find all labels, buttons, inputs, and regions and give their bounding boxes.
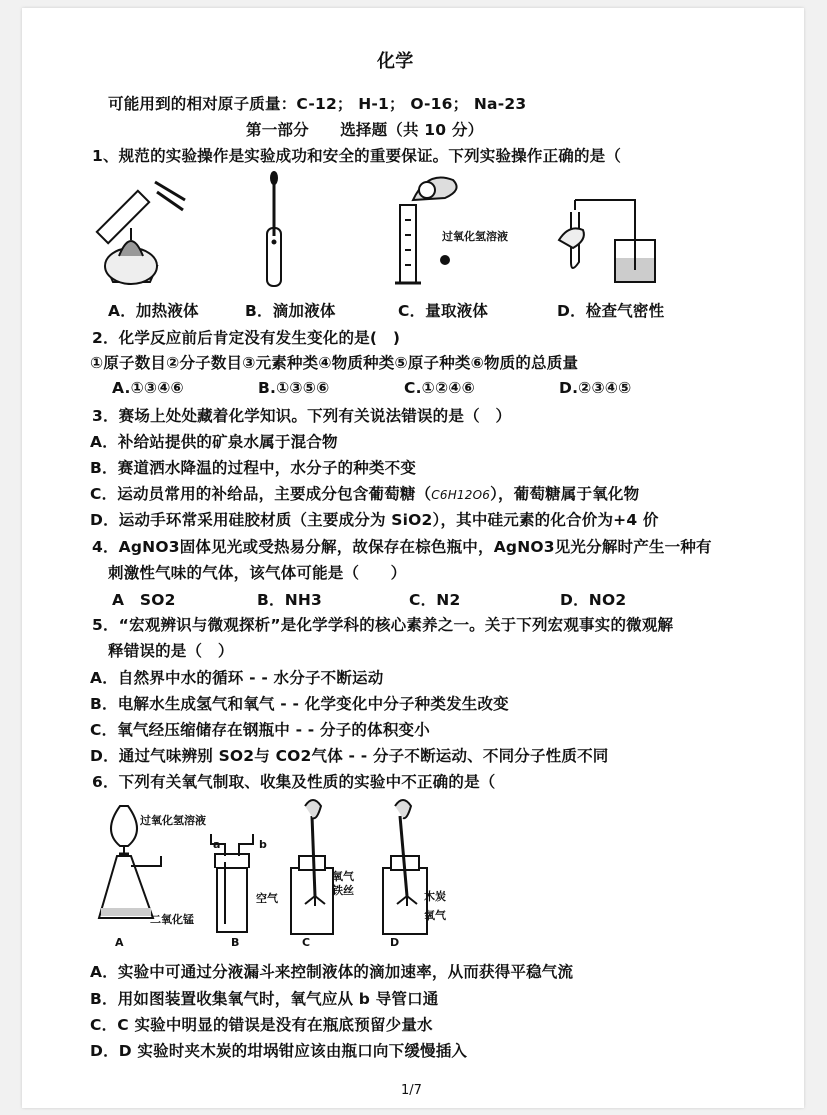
label-o2-c: 氧气 <box>332 870 354 883</box>
q1-option-b: B．滴加液体 <box>245 302 336 320</box>
figure-heating-liquid <box>97 182 185 284</box>
q2-stem: 2．化学反应前后肯定没有发生变化的是( ) <box>92 329 401 347</box>
q5-option-a: A．自然界中水的循环 - - 水分子不断运动 <box>90 669 384 687</box>
q1-option-d: D．检查气密性 <box>557 302 665 320</box>
q1-option-c: C．量取液体 <box>398 302 489 320</box>
q2-items: ①原子数目②分子数目③元素种类④物质种类⑤原子种类⑥物质的总质量 <box>90 354 579 372</box>
part-heading: 第一部分 选择题（共 10 分） <box>246 121 484 139</box>
apparatus-d <box>383 800 427 934</box>
q4-option-d: D．NO2 <box>560 591 627 609</box>
q6-option-a: A．实验中可通过分液漏斗来控制液体的滴加速率，从而获得平稳气流 <box>90 963 574 981</box>
q2-option-c: C.①②④⑥ <box>404 379 475 397</box>
q1-stem: 1、规范的实验操作是实验成功和安全的重要保证。下列实验操作正确的是（ <box>92 147 622 165</box>
glucose-formula: C6H12O6 <box>431 488 491 502</box>
q3-option-a: A．补给站提供的矿泉水属于混合物 <box>90 433 338 451</box>
page-title: 化学 <box>377 51 414 72</box>
label-mno2: 二氧化锰 <box>150 913 194 926</box>
q5-option-c: C．氧气经压缩储存在钢瓶中 - - 分子的体积变小 <box>90 721 430 739</box>
q3-option-d: D．运动手环常采用硅胶材质（主要成分为 SiO2），其中硅元素的化合价为+4 价 <box>90 511 659 529</box>
q4-option-c: C．N2 <box>409 591 461 609</box>
q2-option-d: D.②③④⑤ <box>559 379 632 397</box>
q6-stem: 6．下列有关氧气制取、收集及性质的实验中不正确的是（ <box>92 773 496 791</box>
label-air: 空气 <box>256 892 278 905</box>
q3-stem: 3．赛场上处处藏着化学知识。下列有关说法错误的是（ ） <box>92 407 512 425</box>
q4-option-a: A SO2 <box>112 591 176 609</box>
q3-option-c: C．运动员常用的补给品，主要成分包含葡萄糖（C6H12O6），葡萄糖属于氧化物 <box>90 485 640 503</box>
label-B: B <box>231 936 240 949</box>
atomic-masses: 可能用到的相对原子质量：C-12； H-1； O-16； Na-23 <box>108 95 527 113</box>
q3-option-b: B．赛道洒水降温的过程中，水分子的种类不变 <box>90 459 417 477</box>
figure-dropping-liquid <box>267 172 281 286</box>
h2o2-figure-label: 过氧化氢溶液 <box>442 230 508 243</box>
q5-option-d: D．通过气味辨别 SO2与 CO2气体 - - 分子不断运动、不同分子性质不同 <box>90 747 609 765</box>
q1-option-a: A．加热液体 <box>108 302 199 320</box>
apparatus-c <box>291 800 333 934</box>
q6-option-c: C．C 实验中明显的错误是没有在瓶底预留少量水 <box>90 1016 433 1034</box>
label-wire: 铁丝 <box>332 884 354 897</box>
label-charcoal: 木炭 <box>424 890 446 903</box>
label-D: D <box>390 936 400 949</box>
figure-air-tightness <box>559 200 655 282</box>
q5-option-b: B．电解水生成氢气和氧气 - - 化学变化中分子种类发生改变 <box>90 695 509 713</box>
label-h2o2: 过氧化氢溶液 <box>140 814 206 827</box>
q2-option-a: A.①③④⑥ <box>112 379 184 397</box>
q4-stem-line1: 4．AgNO3固体见光或受热易分解，故保存在棕色瓶中，AgNO3见光分解时产生一种有 <box>92 538 712 556</box>
q2-option-b: B.①③⑤⑥ <box>258 379 330 397</box>
q5-stem-line2: 释错误的是（ ） <box>108 642 234 660</box>
q6-option-d: D．D 实验时夹木炭的坩埚钳应该由瓶口向下缓慢插入 <box>90 1042 468 1060</box>
q4-stem-line2: 刺激性气味的气体，该气体可能是（ ） <box>108 564 407 582</box>
q6-option-b: B．用如图装置收集氧气时，氧气应从 b 导管口通 <box>90 990 439 1008</box>
page-number: 1/7 <box>401 1083 422 1098</box>
label-a: a <box>213 838 221 851</box>
label-b: b <box>259 838 267 851</box>
label-o2-d: 氧气 <box>424 909 446 922</box>
label-C: C <box>302 936 311 949</box>
q1-figures <box>95 170 735 298</box>
q5-stem-line1: 5．“宏观辨识与微观探析”是化学学科的核心素养之一。关于下列宏观事实的微观解 <box>92 616 674 634</box>
q4-option-b: B．NH3 <box>257 591 323 609</box>
label-A: A <box>115 936 124 949</box>
